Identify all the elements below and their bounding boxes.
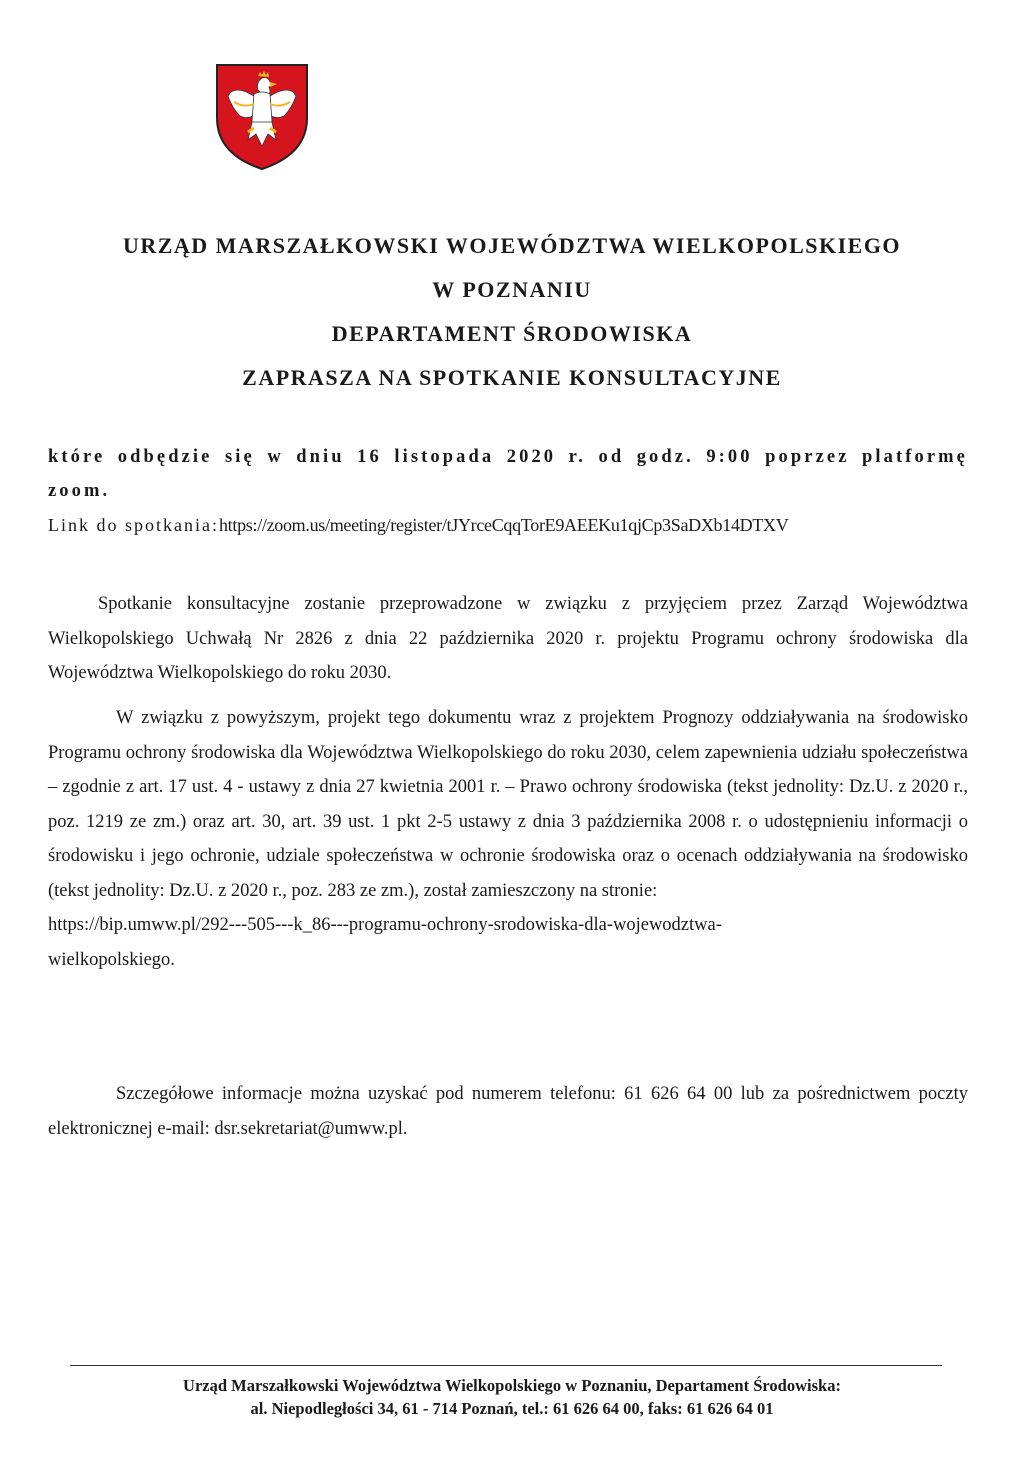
paragraph-publication	[48, 701, 968, 977]
header-line-4: ZAPRASZA NA SPOTKANIE KONSULTACYJNE	[242, 365, 782, 390]
meeting-link-label: Link do spotkania:	[48, 515, 219, 535]
header-line-2: W POZNANIU	[432, 277, 592, 302]
bip-url-line-2[interactable]: wielkopolskiego.	[48, 949, 175, 970]
bip-url-line-1[interactable]: https://bip.umww.pl/292---505---k_86---programu-ochrony-srodowiska-dla-wojewodztwa-	[48, 915, 722, 935]
footer-line-2: al. Niepodległości 34, 61 - 714 Poznań, tel.: 61 626 64 00, faks: 61 626 64 01	[250, 1399, 774, 1418]
paragraph-publication-text: W związku z powyższym, projekt tego dokumentu wraz z projektem Prognozy oddziaływania na środowisko Programu ochrony środowiska dla Województwa Wielkopolskiego do roku 2030, celem zapewnienia udziału społeczeństwa – zgodnie z art. 17 ust. 4 - ustawy z dnia 27 kwietnia 2001 r. – Prawo ochrony środowiska (tekst jednolity: Dz.U. z 2020 r., poz. 1219 ze zm.) oraz art. 30, art. 39 ust. 1 pkt 2-5 ustawy z dnia 3 października 2008 r. o udostępnieniu informacji o środowisku i jego ochronie, udziale społeczeństwa w ochronie środowiska oraz o ocenach oddziaływania na środowisko (tekst jednolity: Dz.U. z 2020 r., poz. 283 ze zm.), został zamieszczony na stronie:	[48, 708, 968, 901]
header-line-3: DEPARTAMENT ŚRODOWISKA	[331, 321, 693, 346]
paragraph-consultation: Spotkanie konsultacyjne zostanie przeprowadzone w związku z przyjęciem przez Zarząd Województwa Wielkopolskiego Uchwałą Nr 2826 z dnia 22 października 2020 r. projektu Programu ochrony środowiska dla Województwa Wielkopolskiego do roku 2030.	[48, 594, 968, 683]
footer	[0, 1374, 1024, 1420]
document-header	[0, 224, 1024, 400]
coat-of-arms-logo	[214, 62, 310, 172]
meeting-date-text: które odbędzie się w dniu 16 listopada 2020 r. od godz. 9:00 poprzez platformę zoom.	[48, 447, 968, 501]
paragraph-contact: Szczegółowe informacje można uzyskać pod numerem telefonu: 61 626 64 00 lub za pośrednictwem poczty elektronicznej e-mail: dsr.sekretariat@umww.pl.	[48, 1084, 968, 1139]
meeting-link-line	[48, 508, 968, 542]
meeting-info	[48, 440, 968, 542]
footer-line-1: Urząd Marszałkowski Województwa Wielkopolskiego w Poznaniu, Departament Środowiska:	[183, 1376, 841, 1395]
header-line-1: URZĄD MARSZAŁKOWSKI WOJEWÓDZTWA WIELKOPOLSKIEGO	[122, 233, 902, 258]
meeting-link-url[interactable]: https://zoom.us/meeting/register/tJYrceCqqTorE9AEEKu1qjCp3SaDXb14DTXV	[218, 515, 789, 535]
footer-divider	[70, 1365, 942, 1366]
